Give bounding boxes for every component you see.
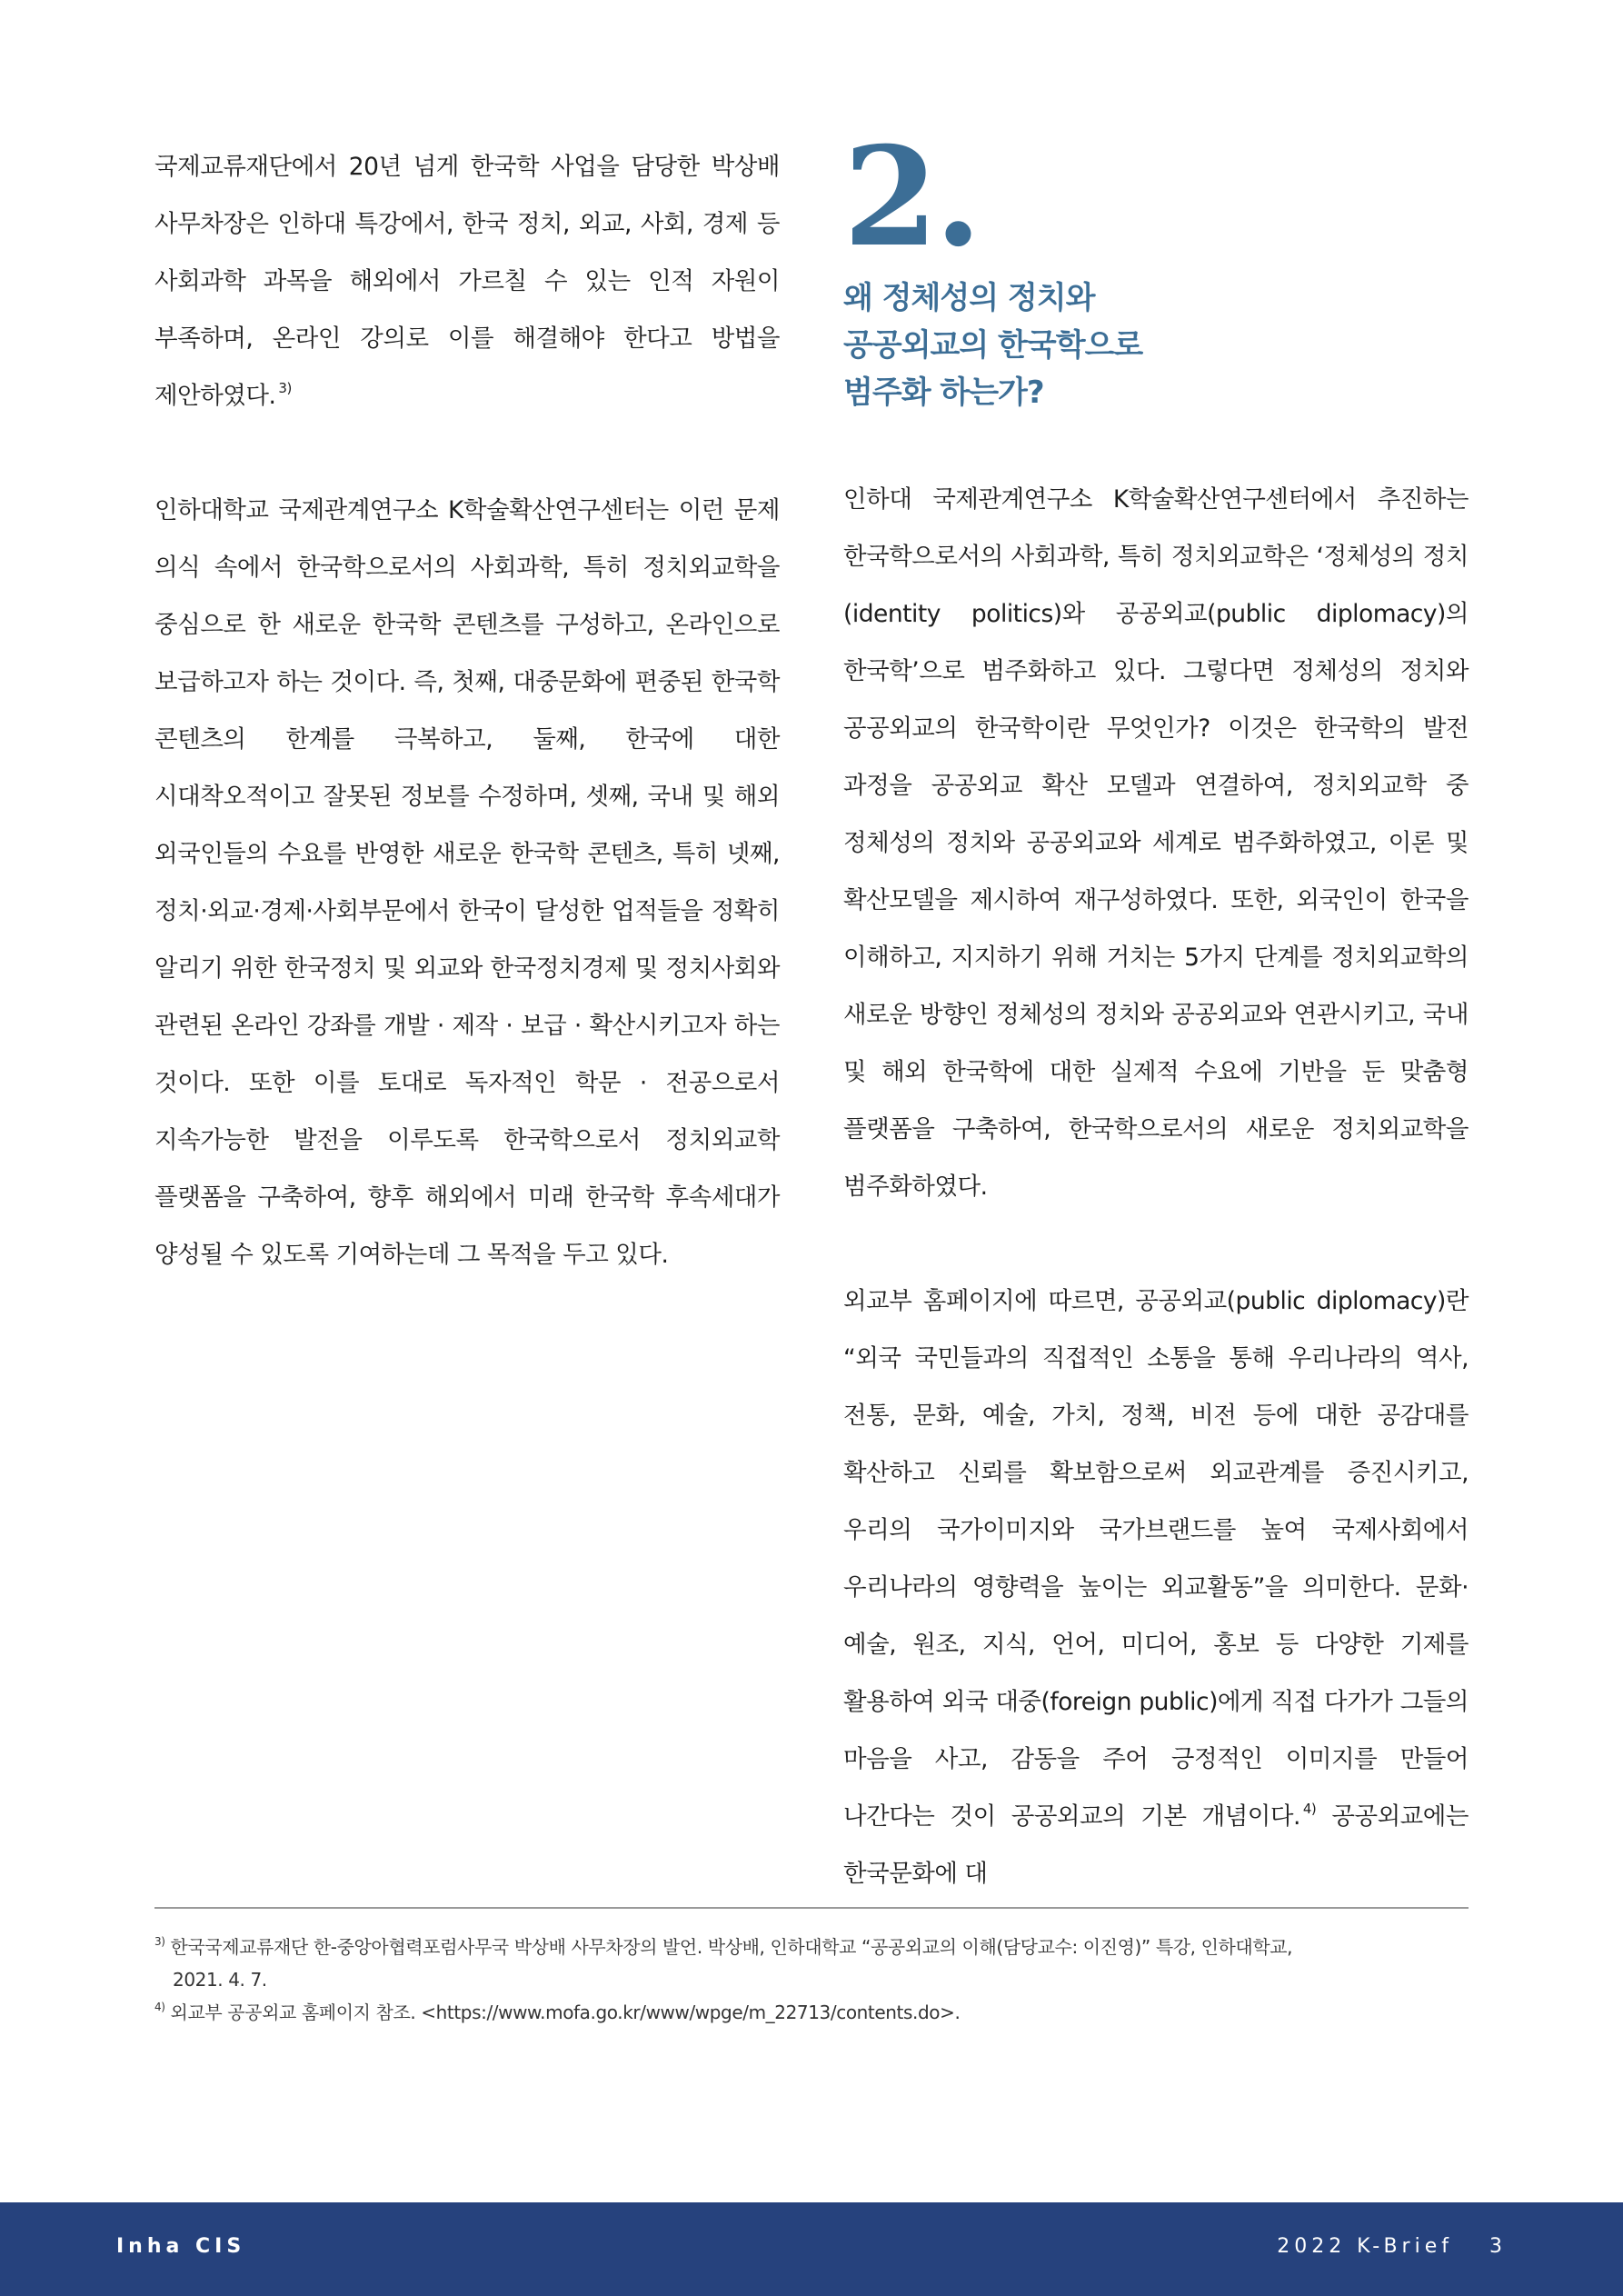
footer-bar — [0, 2202, 1623, 2296]
footnote-3 — [154, 1931, 1469, 1963]
body-paragraph: 인하대 국제관계연구소 K학술확산연구센터에서 추진하는 한국학으로서의 사회과학, 특히 정치외교학은 ‘정체성의 정치(identity politics)와 공공외교(public diplomacy)의 한국학’으로 범주화하고 있다. 그렇다면 정체성의 정치와 공공외교의 한국학이란 무엇인가? 이것은 한국학의 발전 과정을 공공외교 확산 모델과 연결하여, 정치외교학 중 정체성의 정치와 공공외교와 세계로 범주화하였고, 이론 및 확산모델을 제시하여 재구성하였다. 또한, 외국인이 한국을 이해하고, 지지하기 위해 거치는 5가지 단계를 정치외교학의 새로운 방향인 정체성의 정치와 공공외교와 연관시키고, 국내 및 해외 한국학에 대한 실제적 수요에 기반을 둔 맞춤형 플랫폼을 구축하여, 한국학으로서의 새로운 정치외교학을 범주화하였다. — [843, 485, 1469, 1201]
footnote-ref[interactable]: 3) — [278, 380, 292, 396]
footnote-divider — [154, 1907, 1469, 1909]
paragraph-text: 외교부 홈페이지에 따르면, 공공외교(public diplomacy)란 “외국 국민들과의 직접적인 소통을 통해 우리나라의 역사, 전통, 문화, 예술, 가치, 정책, 비전 등에 대한 공감대를 확산하고 신뢰를 확보함으로써 외교관계를 증진시키고, 우리의 국가이미지와 국가브랜드를 높여 국제사회에서 우리나라의 영향력을 높이는 외교활동”을 의미한다. 문화·예술, 원조, 지식, 언어, 미디어, 홍보 등 다양한 기제를 활용하여 외국 대중(foreign public)에게 직접 다가가 그들의 마음을 사고, 감동을 주어 긍정적인 이미지를 만들어 나간다는 것이 공공외교의 기본 개념이다. — [843, 1287, 1469, 1831]
footnotes — [154, 1931, 1469, 2029]
section-title — [843, 275, 1469, 416]
footer-publication — [1277, 2235, 1507, 2258]
section-title-line: 왜 정체성의 정치와 — [843, 280, 1095, 316]
footnote-text[interactable]: 외교부 공공외교 홈페이지 참조. <https://www.mofa.go.kr/www/wpge/m_22713/contents.do>. — [170, 2002, 961, 2023]
right-column — [843, 117, 1469, 1902]
footer-publication-title: 2022 K-Brief — [1277, 2235, 1453, 2258]
body-paragraph: 인하대학교 국제관계연구소 K학술확산연구센터는 이런 문제 의식 속에서 한국학으로서의 사회과학, 특히 정치외교학을 중심으로 한 새로운 한국학 콘텐츠를 구성하고, 온라인으로 보급하고자 하는 것이다. 즉, 첫째, 대중문화에 편중된 한국학 콘텐츠의 한계를 극복하고, 둘째, 한국에 대한 시대착오적이고 잘못된 정보를 수정하며, 셋째, 국내 및 해외 외국인들의 수요를 반영한 새로운 한국학 콘텐츠, 특히 넷째, 정치·외교·경제·사회부문에서 한국이 달성한 업적들을 정확히 알리기 위한 한국정치 및 외교와 한국정치경제 및 정치사회와 관련된 온라인 강좌를 개발 · 제작 · 보급 · 확산시키고자 하는 것이다. 또한 이를 토대로 독자적인 학문 · 전공으로서 지속가능한 발전을 이루도록 한국학으로서 정치외교학 플랫폼을 구축하여, 향후 해외에서 미래 한국학 후속세대가 양성될 수 있도록 기여하는데 그 목적을 두고 있다. — [154, 496, 780, 1269]
footnote-ref[interactable]: 4) — [1302, 1801, 1317, 1817]
footnote-3-continuation: 2021. 4. 7. — [173, 1969, 267, 1991]
left-column — [154, 138, 780, 1283]
section-title-line: 공공외교의 한국학으로 — [843, 327, 1143, 364]
body-paragraph — [843, 1273, 1469, 1902]
section-body — [843, 471, 1469, 1902]
footnote-4 — [154, 1996, 1469, 2029]
footnote-marker: 3) — [154, 1935, 165, 1948]
paragraph-text: 국제교류재단에서 20년 넘게 한국학 사업을 담당한 박상배 사무차장은 인하대 특강에서, 한국 정치, 외교, 사회, 경제 등 사회과학 과목을 해외에서 가르칠 수 있는 인적 자원이 부족하며, 온라인 강의로 이를 해결해야 한다고 방법을 제안하였다. — [154, 153, 780, 410]
paragraph-gap — [843, 1215, 1469, 1273]
paragraph-gap — [154, 424, 780, 482]
section-number: 2. — [843, 117, 979, 277]
footer-publisher: Inha CIS — [116, 2235, 246, 2258]
paragraph-text: 공공외교에는 한국문화에 대 — [843, 1802, 1469, 1888]
footnote-marker: 4) — [154, 2001, 165, 2013]
section-title-line: 범주화 하는가? — [843, 374, 1044, 411]
footnote-text: 한국국제교류재단 한-중앙아협력포럼사무국 박상배 사무차장의 발언. 박상배, 인하대학교 “공공외교의 이해(담당교수: 이진영)” 특강, 인하대학교, — [170, 1936, 1293, 1958]
body-paragraph — [154, 138, 780, 424]
page-number: 3 — [1489, 2235, 1507, 2258]
